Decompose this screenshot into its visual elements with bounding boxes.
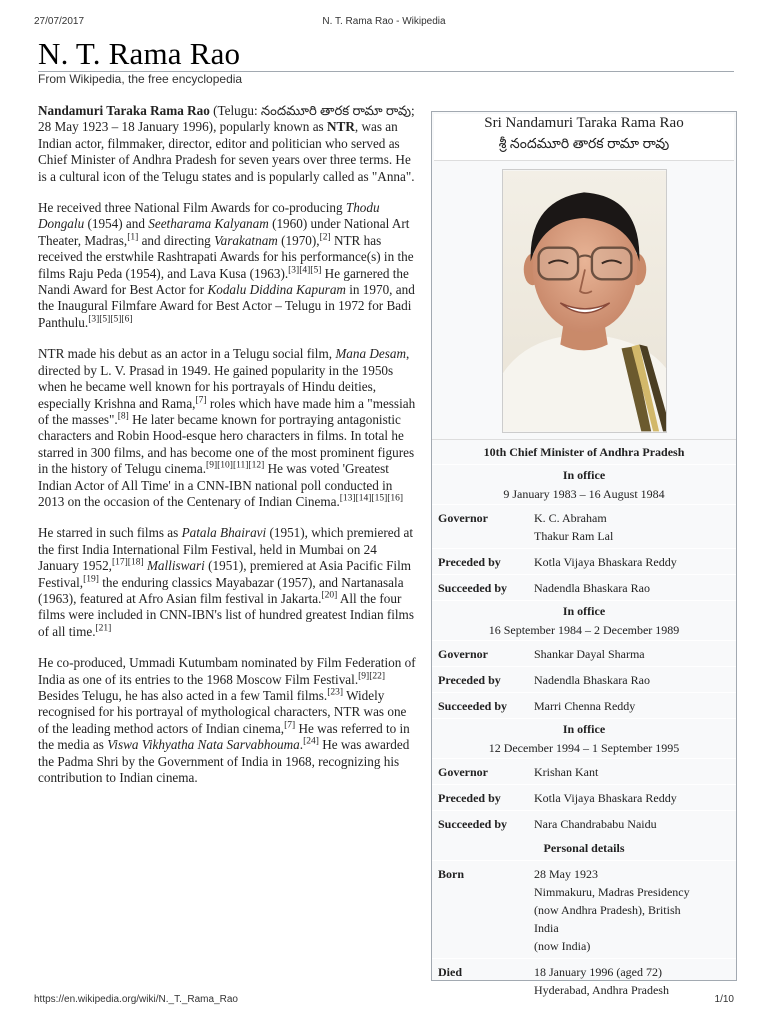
row-label: Succeeded by (438, 699, 507, 713)
citation[interactable]: [13][14][15][16] (339, 493, 404, 504)
row-label: Died (438, 965, 462, 979)
film-link[interactable]: Patala Bhairavi (181, 525, 267, 541)
row-preceded-by (432, 784, 736, 810)
citation[interactable]: [8] (117, 411, 129, 422)
term-header (432, 600, 736, 640)
print-footer (34, 994, 734, 1008)
portrait-photo[interactable] (502, 169, 667, 433)
citation[interactable]: [7] (195, 395, 207, 406)
in-office-label: In office (562, 468, 606, 482)
citation[interactable]: [20] (321, 590, 338, 601)
infobox-native-name: శ్రీ నందమూరి తారక రామా రావు (498, 137, 670, 152)
personal-details-header: Personal details (543, 841, 625, 855)
person-link[interactable]: Krishan Kant (534, 765, 599, 779)
person-link[interactable]: Nadendla Bhaskara Rao (534, 673, 650, 687)
citation[interactable]: [1] (127, 232, 139, 243)
print-date: 27/07/2017 (34, 16, 85, 27)
citation[interactable]: [21] (95, 623, 112, 634)
death-place[interactable]: Hyderabad, Andhra Pradesh (534, 983, 669, 997)
row-label: Preceded by (438, 555, 501, 569)
epithet: Viswa Vikhyatha Nata Sarvabhouma (107, 737, 300, 753)
person-link[interactable]: Nara Chandrababu Naidu (534, 817, 657, 831)
row-label: Preceded by (438, 791, 501, 805)
print-header (34, 16, 734, 30)
paragraph-films: He starred in such films as Patala Bhairavi (1951), which premiered at the first India International Film Festival, held in Mumbai on 24 January 1952,[17][18] Malliswari (1951), premiered at Asia Pacific Film Festival,[19] the enduring classics Mayabazar (1957), and Nartanasala (1963), featured at Afro Asian film festival in Jakarta.[20] All the four films were included in CNN-IBN's list of hundred greatest Indian films of all time.[21] (38, 525, 414, 639)
in-office-label: In office (562, 722, 606, 736)
person-link[interactable]: Shankar Dayal Sharma (534, 647, 645, 661)
film-link[interactable]: Kodalu Diddina Kapuram (207, 282, 346, 298)
row-preceded-by (432, 666, 736, 692)
row-label: Succeeded by (438, 581, 507, 595)
subject-name: Nandamuri Taraka Rama Rao (38, 103, 210, 118)
citation[interactable]: [3][4][5] (288, 265, 322, 276)
row-label: Governor (438, 511, 488, 525)
print-title: N. T. Rama Rao - Wikipedia (322, 16, 446, 27)
infobox (431, 111, 737, 997)
person-link[interactable]: Nadendla Bhaskara Rao (534, 581, 650, 595)
citation[interactable]: [17][18] (111, 557, 144, 568)
citation[interactable]: [23] (327, 687, 344, 698)
article-body (38, 103, 420, 801)
film-link[interactable]: Varakatnam (214, 232, 278, 248)
film-link[interactable]: Malliswari (146, 558, 205, 574)
row-label: Governor (438, 647, 488, 661)
print-url: https://en.wikipedia.org/wiki/N._T._Rama_Rao (34, 994, 238, 1005)
citation[interactable]: [2] (319, 232, 331, 243)
term-dates: 9 January 1983 – 16 August 1984 (503, 487, 665, 501)
row-succeeded-by (432, 692, 736, 718)
infobox-name: Sri Nandamuri Taraka Rama Rao (484, 115, 684, 131)
infobox-office: 10th Chief Minister of Andhra Pradesh (432, 439, 736, 464)
death-date: 18 January 1996 (aged 72) (534, 965, 662, 979)
birth-place-line[interactable]: (now Andhra Pradesh), British (534, 903, 681, 917)
row-succeeded-by (432, 810, 736, 836)
term-dates: 16 September 1984 – 2 December 1989 (488, 623, 680, 637)
nickname: NTR (327, 119, 355, 135)
person-link[interactable]: K. C. Abraham (534, 511, 607, 525)
birth-place-line[interactable]: Nimmakuru, Madras Presidency (534, 885, 690, 899)
tagline: From Wikipedia, the free encyclopedia (38, 72, 243, 86)
row-governor (432, 758, 736, 784)
citation[interactable]: [9][10][11][12] (206, 460, 265, 471)
film-link[interactable]: Mana Desam (335, 346, 407, 362)
citation[interactable]: [19] (83, 574, 99, 585)
row-label: Born (438, 867, 465, 881)
citation[interactable]: [24] (303, 736, 319, 747)
citation[interactable]: [9][22] (358, 671, 386, 682)
person-link[interactable]: Kotla Vijaya Bhaskara Reddy (534, 555, 677, 569)
page-number: 1/10 (714, 994, 734, 1005)
birth-place-line[interactable]: (now India) (534, 939, 591, 953)
in-office-label: In office (562, 604, 606, 618)
row-succeeded-by (432, 574, 736, 600)
term-header (432, 464, 736, 504)
row-governor (432, 640, 736, 666)
birth-place-line[interactable]: India (534, 921, 559, 935)
row-value (534, 509, 732, 545)
row-label: Preceded by (438, 673, 501, 687)
birth-date: 28 May 1923 (534, 867, 598, 881)
term-header (432, 718, 736, 758)
term-dates: 12 December 1994 – 1 September 1995 (488, 741, 680, 755)
paragraph-legacy: He co-produced, Ummadi Kutumbam nominated by Film Federation of India as one of its entries to the 1968 Moscow Film Festival.[9][22] Besides Telugu, he has also acted in a few Tamil films.[23] Widely recognised for his portrayal of mythological characters, NTR was one of the leading method actors of Indian cinema,[7] He was referred to in the media as Viswa Vikhyatha Nata Sarvabhouma.[24] He was awarded the Padma Shri by the Government of India in 1968, recognizing his contribution to Indian cinema. (38, 655, 416, 786)
citation[interactable]: [7] (284, 720, 296, 731)
person-link[interactable]: Marri Chenna Reddy (534, 699, 636, 713)
paragraph-awards: He received three National Film Awards for co-producing Thodu Dongalu (1954) and Seetharama Kalyanam (1960) under National Art Theater, Madras,[1] and directing Varakatnam (1970),[2] NTR has received the erstwhile Rashtrapati Awards for his performance(s) in the films Raju Peda (1954), and Lava Kusa (1963).[3][4][5] He garnered the Nandi Award for Best Actor for Kodalu Diddina Kapuram in 1970, and the Inaugural Filmfare Award for Best Actor – Telugu in 1972 for Badi Panthulu.[3][5][5][6] (38, 200, 415, 330)
row-born (432, 860, 736, 958)
citation[interactable]: [3][5][5][6] (88, 314, 133, 325)
person-link[interactable]: Kotla Vijaya Bhaskara Reddy (534, 791, 677, 805)
film-link[interactable]: Thodu Dongalu (38, 200, 380, 232)
row-label: Succeeded by (438, 817, 507, 831)
row-value (534, 865, 732, 955)
row-preceded-by (432, 548, 736, 574)
infobox-header (434, 114, 734, 161)
film-link[interactable]: Seetharama Kalyanam (148, 216, 269, 232)
page-title: N. T. Rama Rao (38, 36, 241, 71)
paragraph-intro: Nandamuri Taraka Rama Rao (Telugu: నందమూరి తారక రామా రావు; 28 May 1923 – 18 January 1996), popularly known as NTR, was an Indian actor, filmmaker, director, editor and politician who served as Chief Minister of Andhra Pradesh for seven years over three terms. He is a cultural icon of the Telugu states and is popularly called as "Anna". (38, 103, 415, 184)
row-governor (432, 504, 736, 548)
paragraph-career: NTR made his debut as an actor in a Telugu social film, Mana Desam, directed by L. V. Prasad in 1949. He gained popularity in the 1950s when he became well known for his portrayals of Hindu deities, especially Krishna and Rama,[7] roles which have made him a "messiah of the masses".[8] He later became known for portraying antagonistic characters and Robin Hood-esque hero characters in films. In total he starred in 300 films, and has become one of the most prominent figures in the history of Telugu cinema.[9][10][11][12] He was voted 'Greatest Indian Actor of All Time' in a CNN-IBN national poll conducted in 2013 on the occasion of the Centenary of Indian Cinema.[13][14][15][16] (38, 346, 416, 509)
person-link[interactable]: Thakur Ram Lal (534, 529, 614, 543)
row-label: Governor (438, 765, 488, 779)
